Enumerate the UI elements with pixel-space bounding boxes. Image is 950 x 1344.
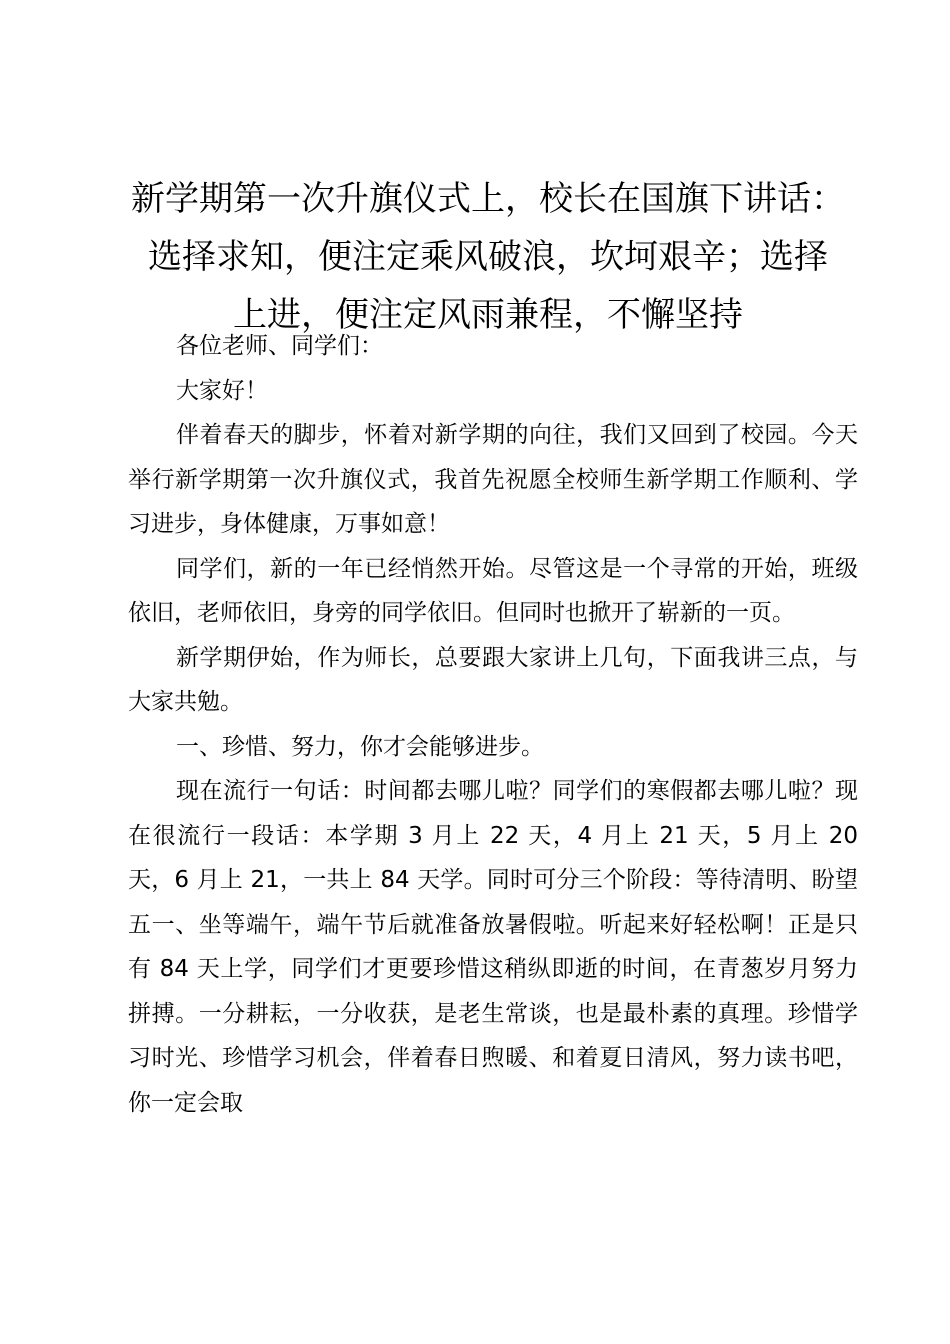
title-line-2: 选择求知，便注定乘风破浪，坎坷艰辛；选择 — [148, 237, 828, 277]
salutation: 各位老师、同学们： — [176, 333, 383, 359]
document-title — [118, 170, 858, 344]
body-paragraph: 同学们，新的一年已经悄然开始。尽管这是一个寻常的开始，班级依旧，老师依旧，身旁的同学依旧。但同时也掀开了崭新的一页。 — [128, 555, 858, 626]
greeting: 大家好！ — [176, 377, 268, 404]
title-line-3: 上进，便注定风雨兼程，不懈坚持 — [233, 295, 743, 335]
body-paragraph: 新学期伊始，作为师长，总要跟大家讲上几句，下面我讲三点，与大家共勉。 — [128, 644, 858, 715]
body-paragraph: 伴着春天的脚步，怀着对新学期的向往，我们又回到了校园。今天举行新学期第一次升旗仪式，我首先祝愿全校师生新学期工作顺利、学习进步，身体健康，万事如意！ — [128, 422, 858, 537]
title-line-1: 新学期第一次升旗仪式上，校长在国旗下讲话： — [131, 179, 845, 219]
document-body — [128, 324, 858, 1125]
section-heading: 一、珍惜、努力，你才会能够进步。 — [176, 733, 544, 760]
body-paragraph: 现在流行一句话：时间都去哪儿啦？同学们的寒假都去哪儿啦？现在很流行一段话：本学期 3 月上 22 天，4 月上 21 天，5 月上 20 天，6 月上 21，一共上 84 天学。同时可分三个阶段：等待清明、盼望五一、坐等端午，端午节后就准备放暑假啦。听起来好轻松啊！正是只有 84 天上学，同学们才更要珍惜这稍纵即逝的时间，在青葱岁月努力拼搏。一分耕耘，一分收获，是老生常谈，也是最朴素的真理。珍惜学习时光、珍惜学习机会，伴着春日煦暖、和着夏日清风，努力读书吧，你一定会取 — [128, 778, 858, 1116]
